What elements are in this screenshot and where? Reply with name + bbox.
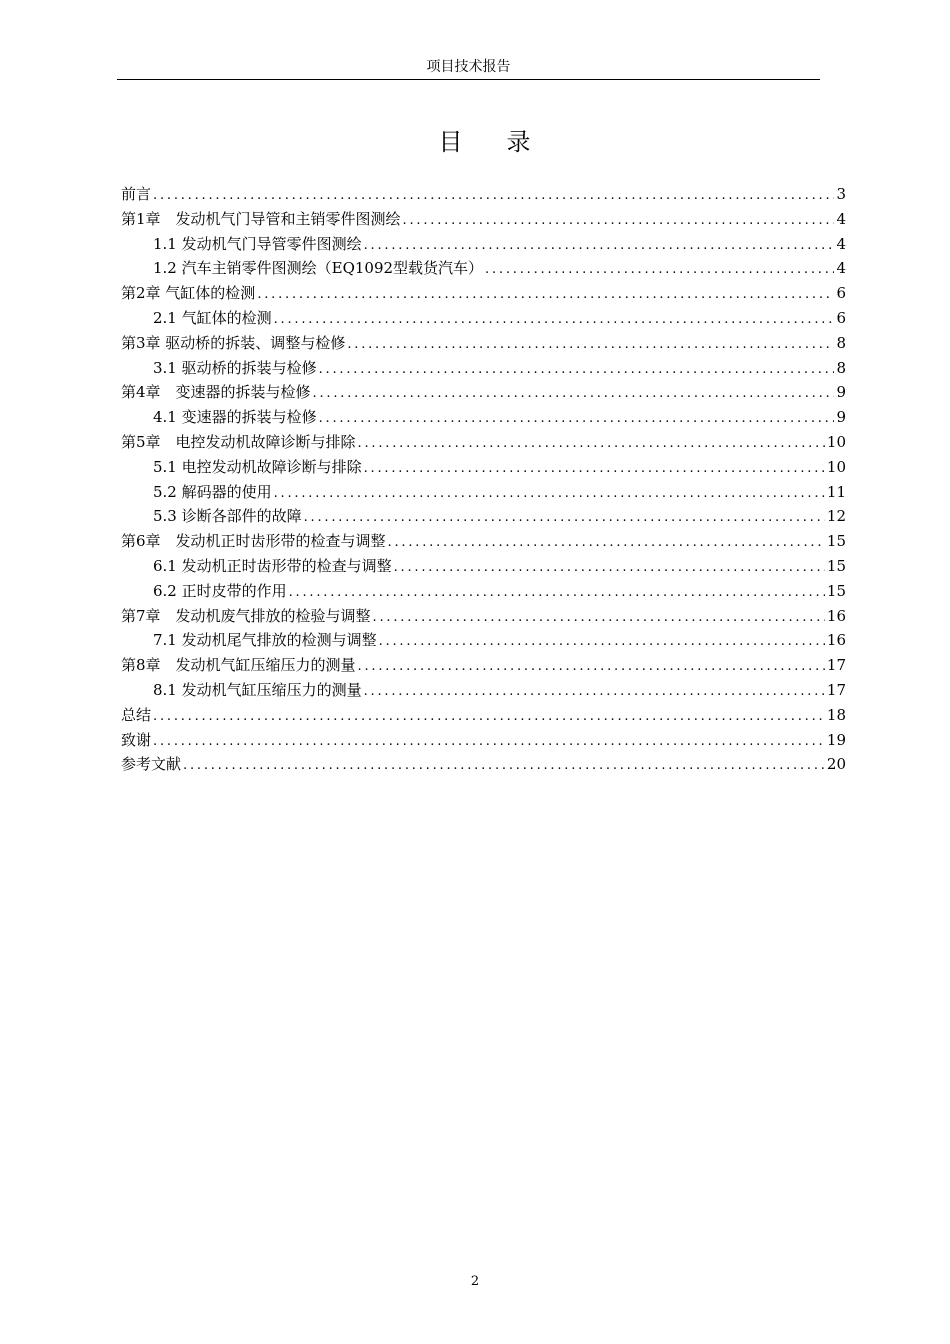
toc-entry-page: 6 xyxy=(836,284,846,303)
page-number: 2 xyxy=(470,1274,480,1289)
toc-dot-leader xyxy=(485,258,834,283)
toc-dot-leader xyxy=(373,606,825,631)
toc-entry-label: 前言 xyxy=(121,185,152,203)
toc-entry-label: 3.1 驱动桥的拆装与检修 xyxy=(153,358,317,377)
toc-entry-page: 8 xyxy=(836,358,846,377)
toc-dot-leader xyxy=(257,283,834,308)
toc-entry-label: 第5章 电控发动机故障诊断与排除 xyxy=(121,432,356,451)
toc-entry-label: 致谢 xyxy=(121,730,152,749)
toc-entry[interactable] xyxy=(121,554,846,579)
toc-entry[interactable] xyxy=(121,529,846,554)
toc-title: 目录 xyxy=(438,128,575,156)
toc-entry-label: 6.1 发动机正时齿形带的检查与调整 xyxy=(153,556,392,575)
toc-entry-page: 12 xyxy=(826,507,846,526)
toc-entry-page: 9 xyxy=(836,408,846,427)
table-of-contents xyxy=(121,182,846,777)
toc-dot-leader xyxy=(364,680,825,705)
toc-entry-page: 4 xyxy=(836,209,846,228)
toc-dot-leader xyxy=(364,234,835,259)
toc-entry[interactable] xyxy=(121,207,846,232)
toc-dot-leader xyxy=(364,457,825,482)
toc-entry-label: 第1章 发动机气门导管和主销零件图测绘 xyxy=(121,209,401,228)
toc-dot-leader xyxy=(319,407,835,432)
toc-dot-leader xyxy=(153,730,825,755)
toc-entry-label: 8.1 发动机气缸压缩压力的测量 xyxy=(153,680,362,699)
toc-entry-page: 6 xyxy=(836,308,846,327)
toc-dot-leader xyxy=(304,506,825,531)
toc-entry-page: 8 xyxy=(836,333,846,352)
toc-entry-label: 第8章 发动机气缸压缩压力的测量 xyxy=(121,656,356,675)
toc-dot-leader xyxy=(274,482,825,507)
toc-dot-leader xyxy=(319,358,835,383)
toc-entry[interactable] xyxy=(121,232,846,257)
toc-entry-page: 15 xyxy=(826,556,846,575)
toc-entry[interactable] xyxy=(121,628,846,653)
toc-entry[interactable] xyxy=(121,504,846,529)
toc-entry[interactable] xyxy=(121,455,846,480)
toc-entry-page: 16 xyxy=(826,606,846,625)
toc-dot-leader xyxy=(153,705,825,730)
toc-entry-label: 5.2 解码器的使用 xyxy=(153,482,272,501)
toc-dot-leader xyxy=(388,531,825,556)
toc-entry-label: 7.1 发动机尾气排放的检测与调整 xyxy=(153,631,377,650)
toc-entry[interactable] xyxy=(121,331,846,356)
toc-entry-label: 5.3 诊断各部件的故障 xyxy=(153,507,302,526)
toc-entry-page: 10 xyxy=(826,432,846,451)
page-header: 项目技术报告 xyxy=(426,59,511,75)
toc-entry[interactable] xyxy=(121,728,846,753)
toc-entry-page: 17 xyxy=(826,680,846,699)
toc-entry-page: 3 xyxy=(836,185,846,203)
toc-entry[interactable] xyxy=(121,653,846,678)
toc-entry[interactable] xyxy=(121,405,846,430)
toc-entry-label: 参考文献 xyxy=(121,755,182,774)
toc-entry-label: 总结 xyxy=(121,705,152,724)
toc-dot-leader xyxy=(347,333,834,358)
toc-entry[interactable] xyxy=(121,703,846,728)
toc-entry-label: 1.2 汽车主销零件图测绘（EQ1092型载货汽车） xyxy=(153,259,484,278)
toc-dot-leader xyxy=(379,630,825,655)
toc-entry[interactable] xyxy=(121,281,846,306)
toc-entry[interactable] xyxy=(121,430,846,455)
toc-entry-page: 11 xyxy=(826,482,846,501)
toc-dot-leader xyxy=(358,655,825,680)
toc-dot-leader xyxy=(153,184,834,209)
toc-entry-page: 15 xyxy=(826,532,846,551)
toc-dot-leader xyxy=(358,432,825,457)
toc-entry-page: 17 xyxy=(826,656,846,675)
toc-entry-label: 5.1 电控发动机故障诊断与排除 xyxy=(153,457,362,476)
toc-entry[interactable] xyxy=(121,579,846,604)
toc-entry-label: 6.2 正时皮带的作用 xyxy=(153,581,287,600)
toc-entry[interactable] xyxy=(121,306,846,331)
toc-entry-page: 15 xyxy=(826,581,846,600)
toc-entry-page: 4 xyxy=(836,259,846,278)
toc-entry[interactable] xyxy=(121,256,846,281)
toc-dot-leader xyxy=(313,382,835,407)
toc-entry[interactable] xyxy=(121,480,846,505)
toc-entry-page: 10 xyxy=(826,457,846,476)
toc-entry[interactable] xyxy=(121,678,846,703)
toc-entry[interactable] xyxy=(121,356,846,381)
toc-entry-page: 18 xyxy=(826,705,846,724)
toc-dot-leader xyxy=(403,209,835,234)
toc-entry-page: 16 xyxy=(826,631,846,650)
toc-entry-page: 19 xyxy=(826,730,846,749)
toc-dot-leader xyxy=(274,308,835,333)
toc-entry-label: 4.1 变速器的拆装与检修 xyxy=(153,408,317,427)
toc-entry-label: 1.1 发动机气门导管零件图测绘 xyxy=(153,234,362,253)
toc-entry-label: 第7章 发动机废气排放的检验与调整 xyxy=(121,606,371,625)
toc-entry-label: 第3章 驱动桥的拆装、调整与检修 xyxy=(121,333,346,352)
toc-entry[interactable] xyxy=(121,182,846,207)
toc-entry[interactable] xyxy=(121,380,846,405)
toc-entry-page: 9 xyxy=(836,383,846,402)
toc-entry-page: 4 xyxy=(836,234,846,253)
toc-entry[interactable] xyxy=(121,752,846,777)
toc-entry[interactable] xyxy=(121,604,846,629)
toc-entry-label: 第2章 气缸体的检测 xyxy=(121,284,256,303)
toc-entry-label: 2.1 气缸体的检测 xyxy=(153,308,272,327)
toc-dot-leader xyxy=(183,754,825,779)
header-divider xyxy=(117,79,820,80)
toc-entry-page: 20 xyxy=(826,755,846,774)
toc-entry-label: 第4章 变速器的拆装与检修 xyxy=(121,383,311,402)
toc-entry-label: 第6章 发动机正时齿形带的检查与调整 xyxy=(121,532,386,551)
toc-dot-leader xyxy=(289,581,825,606)
toc-dot-leader xyxy=(394,556,825,581)
